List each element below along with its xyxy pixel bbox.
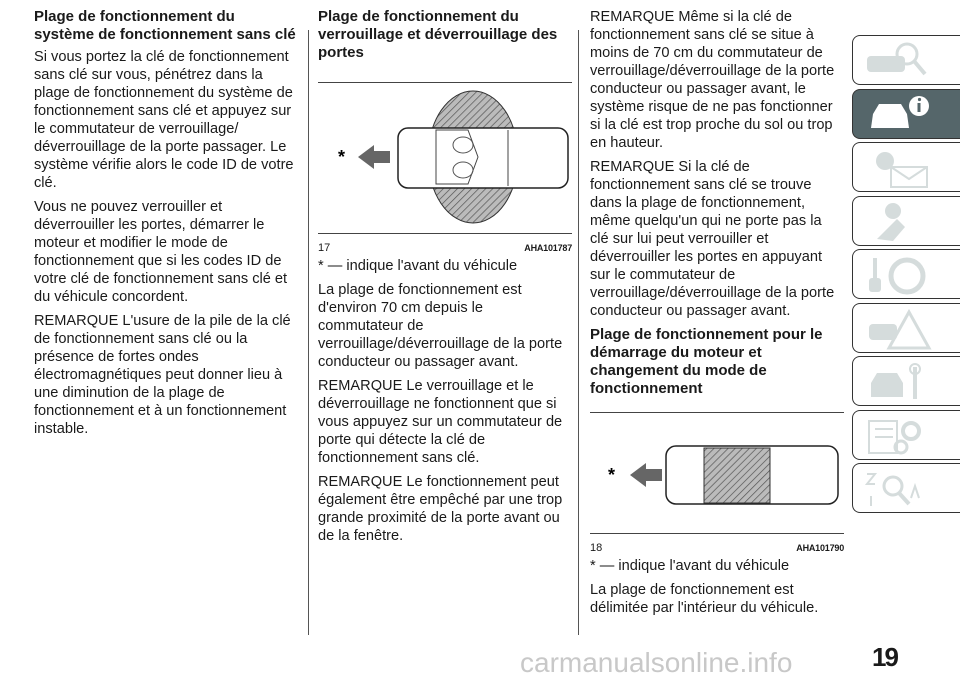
- figure-18: [590, 412, 844, 555]
- tab-car-info[interactable]: [852, 89, 960, 139]
- section-heading: Plage de fonctionnement pour le démarrage du moteur et changement du mode de fonctionnement: [590, 326, 823, 397]
- car-search-icon: [863, 40, 933, 82]
- truck-cabin-range-illustration: [590, 413, 842, 533]
- figure-caption: * — indique l'avant du véhicule: [318, 258, 518, 274]
- page-number: 19: [872, 642, 897, 672]
- front-marker: *: [338, 147, 346, 167]
- key-steering-wheel-icon: [863, 254, 933, 296]
- figure-footer: [590, 533, 844, 555]
- figure-footer: [318, 233, 572, 255]
- specs-gear-icon: [863, 415, 933, 457]
- tab-safety[interactable]: [852, 196, 960, 246]
- section-heading: Plage de fonctionnement du verrouillage et déverrouillage des portes: [318, 8, 558, 61]
- column-divider: [308, 30, 309, 635]
- watermark: carmanualsonline.info: [520, 647, 793, 678]
- column-1: [34, 8, 298, 444]
- figure-number: 17: [318, 242, 331, 254]
- paragraph: REMARQUE Même si la clé de fonctionnement sans clé se situe à moins de 70 cm du commutateur de verrouillage/déverrouillage de la porte conducteur ou passager avant, le système risque de ne pas fonctionner si la clé est trop proche du sol ou trop en hauteur.: [590, 9, 835, 151]
- index-search-icon: [863, 468, 933, 510]
- column-3: [590, 8, 844, 623]
- paragraph: La plage de fonctionnement est d'environ 70 cm depuis le commutateur de verrouillage/déverrouillage de la porte conducteur ou passager avant.: [318, 282, 563, 370]
- figure-code: AHA101790: [796, 543, 844, 553]
- paragraph: REMARQUE L'usure de la pile de la clé de fonctionnement sans clé ou la présence de fortes ondes électromagnétiques peut donner lieu à une diminution de la plage de fonctionnement et à un fonctionnement instable.: [34, 313, 291, 437]
- tab-emergency[interactable]: [852, 303, 960, 353]
- paragraph: REMARQUE Si la clé de fonctionnement sans clé se trouve dans la plage de fonctionnement, même quelqu'un qui ne porte pas la clé sur lui peut verrouiller et déverrouiller les portes en appuyant sur le commutateur de verrouillage/déverrouillage de la porte conducteur ou passager avant.: [590, 159, 835, 319]
- tab-maintenance[interactable]: [852, 356, 960, 406]
- paragraph: Si vous portez la clé de fonctionnement sans clé sur vous, pénétrez dans la plage de fonctionnement du système de fonctionnement sans clé et appuyez sur le commutateur de verrouillage/ déverrouillage de la porte passager. Le système vérifie alors le code ID de votre clé.: [34, 49, 294, 191]
- tab-index[interactable]: [852, 463, 960, 513]
- truck-door-range-illustration: [318, 83, 572, 233]
- paragraph: REMARQUE Le fonctionnement peut également être empêché par une trop grande proximité de la porte avant ou de la fenêtre.: [318, 474, 563, 544]
- paragraph: Vous ne pouvez verrouiller et déverrouiller les portes, démarrer le moteur et modifier le mode de fonctionnement que si les codes ID de votre clé de fonctionnement sans clé et du véhicule concordent.: [34, 199, 288, 305]
- figure-code: AHA101787: [524, 243, 572, 253]
- section-heading: Plage de fonctionnement du système de fonctionnement sans clé: [34, 8, 296, 43]
- tab-car-search[interactable]: [852, 35, 960, 85]
- chapter-tabs: [852, 35, 960, 517]
- figure-caption: * — indique l'avant du véhicule: [590, 558, 790, 574]
- warning-light-message-icon: [863, 147, 933, 189]
- figure-17: [318, 82, 572, 255]
- tab-warning-lights[interactable]: [852, 142, 960, 192]
- paragraph: REMARQUE Le verrouillage et le déverrouillage ne fonctionnent que si vous appuyez sur un commutateur de porte qui détecte la clé de fonctionnement sans clé.: [318, 378, 563, 466]
- front-marker: *: [608, 465, 616, 485]
- figure-number: 18: [590, 542, 603, 554]
- paragraph: La plage de fonctionnement est délimitée par l'intérieur du véhicule.: [590, 582, 819, 616]
- column-divider: [578, 30, 579, 635]
- car-hazard-icon: [863, 308, 933, 350]
- tab-starting-driving[interactable]: [852, 249, 960, 299]
- airbag-seat-icon: [863, 201, 933, 243]
- column-2: [318, 8, 572, 551]
- tab-technical-specs[interactable]: [852, 410, 960, 460]
- car-wrench-icon: [863, 361, 933, 403]
- car-info-icon: [863, 94, 933, 136]
